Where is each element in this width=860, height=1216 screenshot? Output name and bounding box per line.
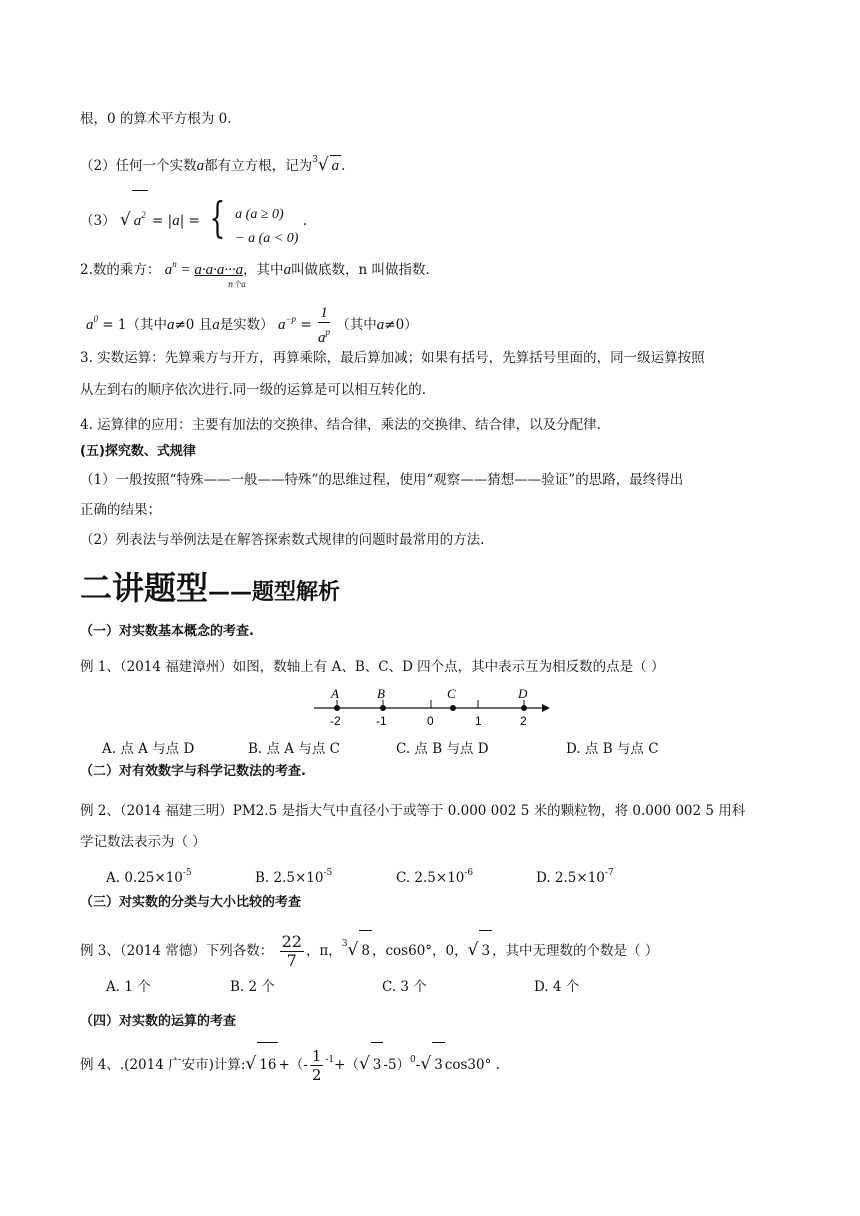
q1-option-a[interactable]: A. 点 A 与点 D: [102, 741, 195, 757]
tick-label: 0: [427, 714, 434, 728]
point-c: [450, 705, 456, 711]
piecewise-cases: { a (a ≥ 0) − a (a < 0): [209, 193, 299, 246]
point-label-b: B: [377, 686, 385, 701]
paragraph-zero-neg-power: $a^0 = 1$（其中a≠0 且a是实数） $a^{-p}$ = $\frac{1}{a^p}$ （其中a≠0）: [86, 305, 418, 346]
paragraph-rule-1: （1）一般按照“特殊——一般——特殊”的思维过程，使用“观察——猜想——验证”的思路，最终得出: [80, 472, 684, 488]
paragraph-laws: 4. 运算律的应用：主要有加法的交换律、结合律，乘法的交换律、结合律，以及分配律.: [80, 417, 601, 433]
q1-option-c[interactable]: C. 点 B 与点 D: [396, 741, 489, 757]
paragraph-arith-root: [80, 109, 232, 129]
radicand: 16: [257, 1042, 278, 1087]
text: 是实数）: [219, 317, 274, 333]
question-1-text: 例 1、（2014 福建漳州）如图，数轴上有 A、B、C、D 四个点，其中表示互为相反数的点是（ ）: [80, 659, 665, 675]
text: （其中: [336, 317, 377, 333]
exponent: 0: [410, 1055, 416, 1065]
text: （2）任何一个实数: [80, 158, 197, 174]
index-3: 3: [312, 155, 318, 165]
text: ≠0 且: [174, 317, 213, 333]
tick-label: -2: [330, 714, 341, 728]
period: .: [302, 213, 307, 229]
text: 根，0 的算术平方根为 0.: [80, 111, 232, 127]
paragraph-abs-formula: [80, 190, 307, 251]
fraction-22-7: $\frac{22}{7}$: [281, 932, 302, 970]
section-heading-4: （四）对实数的运算的考查: [80, 1014, 237, 1029]
exponent: -1: [325, 1055, 335, 1065]
section-heading-3: （三）对实数的分类与大小比较的考查: [80, 895, 302, 910]
text: （其中: [126, 317, 167, 333]
point-label-c: C: [447, 686, 456, 701]
text: 都有立方根，记为: [204, 158, 313, 174]
number-line-figure: [310, 686, 550, 728]
radicand: 3: [479, 930, 492, 971]
text: ≠0）: [384, 317, 418, 333]
radicand: 3: [371, 1042, 384, 1087]
tick-label: 2: [520, 714, 527, 728]
var-a: a: [196, 158, 205, 174]
question-2-text-1: 例 2、（2014 福建三明）PM2.5 是指大气中直径小于或等于 0.000 002 5 米的颗粒物，将 0.000 002 5 用科: [80, 803, 746, 819]
tick-label: 1: [475, 714, 482, 728]
arrow-right-icon: [542, 704, 550, 712]
section-heading-2: （二）对有效数字与科学记数法的考查.: [80, 764, 306, 779]
page-title: [80, 563, 340, 609]
text: -: [415, 1057, 421, 1073]
fraction-1-2: $\frac{1}{2}$: [311, 1047, 322, 1084]
point-a: [334, 705, 340, 711]
point-label-a: A: [331, 686, 339, 701]
text: （3）: [80, 213, 116, 229]
power-expr: $a^n = a\cdot a\cdot a\cdot\cdot\cdot a$: [164, 259, 244, 278]
section-heading-5: (五)探究数、式规律: [80, 444, 196, 459]
question-4-text: [80, 1038, 500, 1087]
radicand: 3: [432, 1042, 445, 1087]
text: +（-: [278, 1057, 308, 1073]
q1-option-b[interactable]: B. 点 A 与点 C: [248, 741, 340, 757]
text: ，π，: [305, 943, 342, 959]
text: ，其中无理数的个数是（ ）: [492, 943, 659, 959]
radicand: 8: [359, 930, 372, 971]
question-2-text-2: 学记数法表示为（ ）: [80, 834, 206, 850]
text: 例 4、.(2014 广安市)计算:: [80, 1057, 246, 1073]
radical-sign: √: [358, 1054, 370, 1074]
q2-option-c[interactable]: C. $2.5\times 10^{-6}$: [396, 868, 474, 886]
text: 例 3、（2014 常德）下列各数：: [80, 943, 274, 959]
paragraph-operations-2: 从左到右的顺序依次进行.同一级的运算是可以相互转化的.: [80, 382, 427, 398]
text: +（: [334, 1057, 359, 1073]
radicand-a: a: [330, 155, 342, 176]
paragraph-operations-1: 3. 实数运算：先算乘方与开方，再算乘除，最后算加减；如果有括号，先算括号里面的，同一级运算按照: [80, 350, 705, 366]
section-heading-1: （一）对实数基本概念的考查.: [80, 624, 254, 639]
text: -5）: [383, 1057, 411, 1073]
text: ，cos60°，0，: [371, 943, 468, 959]
radical-sign: √: [119, 210, 131, 230]
q2-option-d[interactable]: D. $2.5\times 10^{-7}$: [536, 868, 614, 886]
text: .: [341, 158, 346, 174]
fraction-1-over-ap: $\frac{1}{a^p}$: [317, 305, 330, 346]
text: cos30° .: [444, 1057, 500, 1073]
q3-option-c[interactable]: C. 3 个: [382, 979, 427, 995]
q1-option-d[interactable]: D. 点 B 与点 C: [566, 741, 659, 757]
question-3-text: 例 3、（2014 常德）下列各数： $\frac{22}{7}$ ，π，$^3$√ 8 ，cos60°，0，√ 3 ，其中无理数的个数是（ ）: [80, 932, 659, 970]
q3-option-b[interactable]: B. 2 个: [230, 979, 275, 995]
paragraph-cube-root: [80, 150, 345, 176]
q2-option-a[interactable]: A. $0.25\times 10^{-5}$: [106, 868, 192, 886]
radical-sign: √: [245, 1054, 257, 1074]
point-b: [380, 705, 386, 711]
point-label-d: D: [518, 686, 528, 701]
q2-option-b[interactable]: B. $2.5\times 10^{-5}$: [255, 868, 333, 886]
radical-sign: √: [347, 940, 359, 960]
radical-sign: √: [420, 1054, 432, 1074]
point-d: [521, 705, 527, 711]
q3-option-d[interactable]: D. 4 个: [534, 979, 580, 995]
radical-sign: √: [467, 940, 479, 960]
title-sub: ——题型解析: [208, 580, 341, 605]
radical-sign: √: [317, 155, 329, 175]
equals: = |a| =: [152, 213, 205, 229]
text: ，其中: [243, 262, 284, 278]
paragraph-rule-3: （2）列表法与举例法是在解答探索数式规律的问题时最常用的方法.: [80, 532, 485, 548]
n-copies-label: n个a: [228, 280, 246, 289]
title-main: 二讲题型: [80, 569, 209, 607]
tick-label: -1: [376, 714, 387, 728]
q3-option-a[interactable]: A. 1 个: [106, 979, 151, 995]
paragraph-power: 2.数的乘方： $a^n = a\cdot a\cdot a\cdot\cdot\cdot a$，其中a叫做底数，n 叫做指数.: [80, 259, 430, 278]
text: 叫做底数，n 叫做指数.: [291, 262, 430, 278]
paragraph-rule-2: 正确的结果；: [80, 502, 161, 518]
radicand-a2: $a^2$: [132, 190, 148, 245]
text: 2.数的乘方：: [80, 262, 161, 278]
